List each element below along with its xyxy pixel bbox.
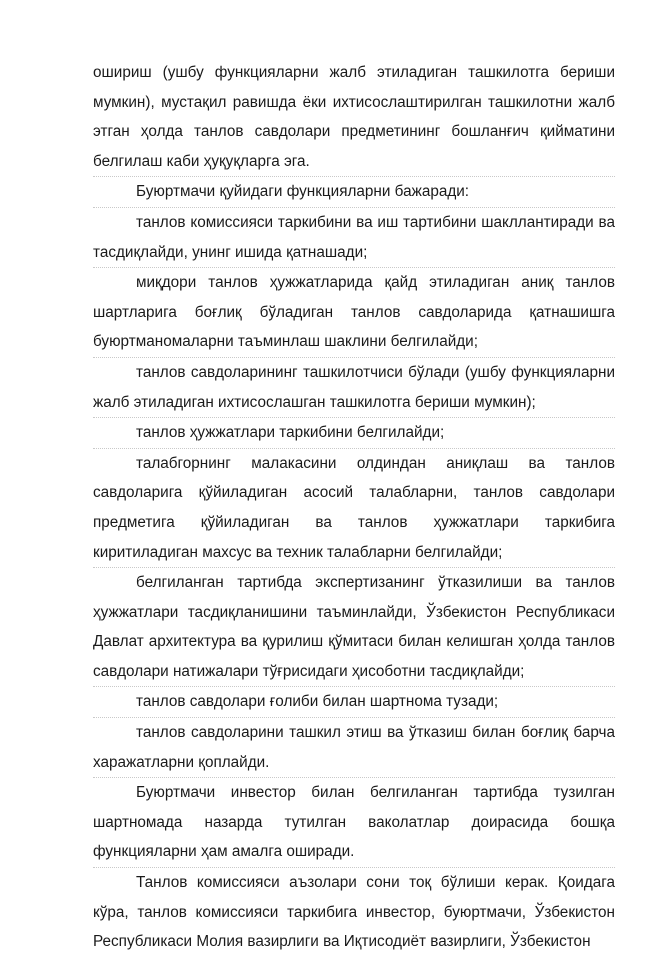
paragraph-security-form: миқдори танлов ҳужжатларида қайд этиладиган аниқ танлов шартларига боғлиқ бўладиган танлов савдоларида қатнашишга буюртманомаларни таъминлаш шаклини белгилайди;: [93, 267, 615, 357]
paragraph-requirements: талабгорнинг малакасини олдиндан аниқлаш ва танлов савдоларига қўйиладиган асосий талабларни, танлов савдолари предметига қўйиладиган ва танлов ҳужжатлари таркибига киритиладиган махсус ва техник талабларни белгилайди;: [93, 448, 615, 567]
paragraph-documents-composition: танлов ҳужжатлари таркибини белгилайди;: [93, 417, 615, 448]
paragraph-organizer: танлов савдоларининг ташкилотчиси бўлади (ушбу функцияларни жалб этиладиган ихтисослашган ташкилотга бериши мумкин);: [93, 357, 615, 417]
paragraph-commission-composition: танлов комиссияси таркибини ва иш тартибини шакллантиради ва тасдиқлайди, унинг ишида қатнашади;: [93, 207, 615, 267]
paragraph-expertise: белгиланган тартибда экспертизанинг ўтказилиши ва танлов ҳужжатлари тасдиқланишини таъминлайди, Ўзбекистон Республикаси Давлат архитектура ва қурилиш қўмитаси билан келишган ҳолда танлов савдолари натижалари тўғрисидаги ҳисоботни тасдиқлайди;: [93, 567, 615, 686]
document-page: [93, 58, 615, 957]
paragraph-other-functions: Буюртмачи инвестор билан белгиланган тартибда тузилган шартномада назарда тутилган ваколатлар доирасида бошқа функцияларни ҳам амалга оширади.: [93, 777, 615, 867]
paragraph-continuation: ошириш (ушбу функцияларни жалб этиладиган ташкилотга бериши мумкин), мустақил равишда ёки ихтисослаштирилган ташкилотни жалб этган ҳолда танлов савдолари предметининг бошланғич қийматини белгилаш каби ҳуқуқларга эга.: [93, 64, 615, 170]
paragraph-commission-members: Танлов комиссияси аъзолари сони тоқ бўлиши керак. Қоидага кўра, танлов комиссияси таркибига инвестор, буюртмачи, Ўзбекистон Республикаси Молия вазирлиги ва Иқтисодиёт вазирлиги, Ўзбекистон: [93, 867, 615, 957]
paragraph-contract: танлов савдолари ғолиби билан шартнома тузади;: [93, 686, 615, 717]
paragraph-expenses: танлов савдоларини ташкил этиш ва ўтказиш билан боғлиқ барча харажатларни қоплайди.: [93, 717, 615, 777]
paragraph-customer-functions-intro: Буюртмачи қуйидаги функцияларни бажаради:: [93, 176, 615, 207]
